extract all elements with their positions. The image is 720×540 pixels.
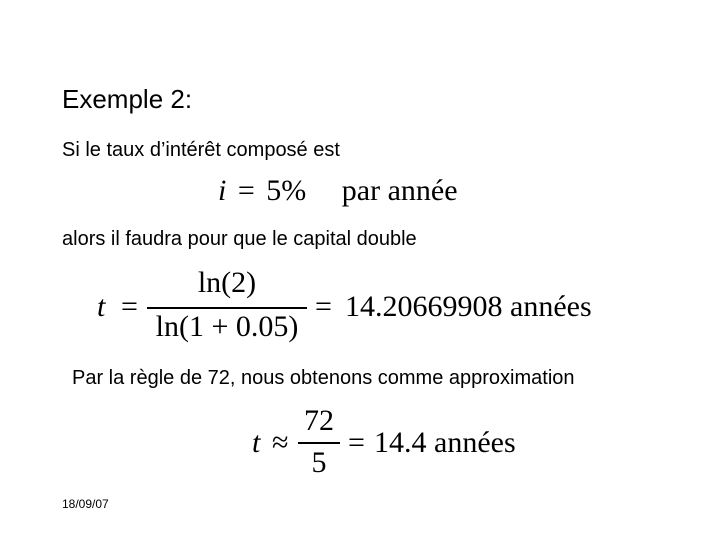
formula-approximation: [250, 404, 550, 484]
fraction-bar: [147, 307, 307, 309]
formula-equals: =: [237, 174, 255, 207]
formula-var-i: i: [218, 174, 227, 207]
formula-equals: =: [315, 290, 332, 323]
formula-approx: ≈: [272, 426, 289, 459]
formula-result: 14.4 années: [374, 426, 516, 459]
fraction-bar: [298, 442, 340, 444]
fraction-exact: [147, 266, 307, 350]
formula-unit: par année: [341, 174, 458, 207]
formula-equals: =: [348, 426, 365, 459]
fraction-denominator: 5: [311, 446, 327, 479]
slide-date: 18/09/07: [62, 497, 109, 511]
text-interest-rate: Si le taux d’intérêt composé est: [62, 139, 340, 161]
formula-var-t: t: [97, 290, 106, 323]
fraction-numerator: 72: [304, 404, 334, 437]
text-rule-of-72: Par la règle de 72, nous obtenons comme approximation: [72, 367, 575, 389]
fraction-denominator: ln(1 + 0.05): [155, 310, 299, 343]
formula-result: 14.20669908 années: [345, 290, 592, 323]
text-doubling: alors il faudra pour que le capital double: [62, 228, 417, 250]
formula-interest: [218, 174, 458, 208]
fraction-numerator: ln(2): [197, 266, 257, 299]
formula-var-t: t: [252, 426, 261, 459]
formula-doubling-time: [95, 266, 625, 350]
formula-equals: =: [121, 290, 138, 323]
fraction-approx: [298, 404, 340, 484]
slide-title: Exemple 2:: [62, 84, 193, 114]
formula-rate: 5%: [266, 174, 307, 207]
